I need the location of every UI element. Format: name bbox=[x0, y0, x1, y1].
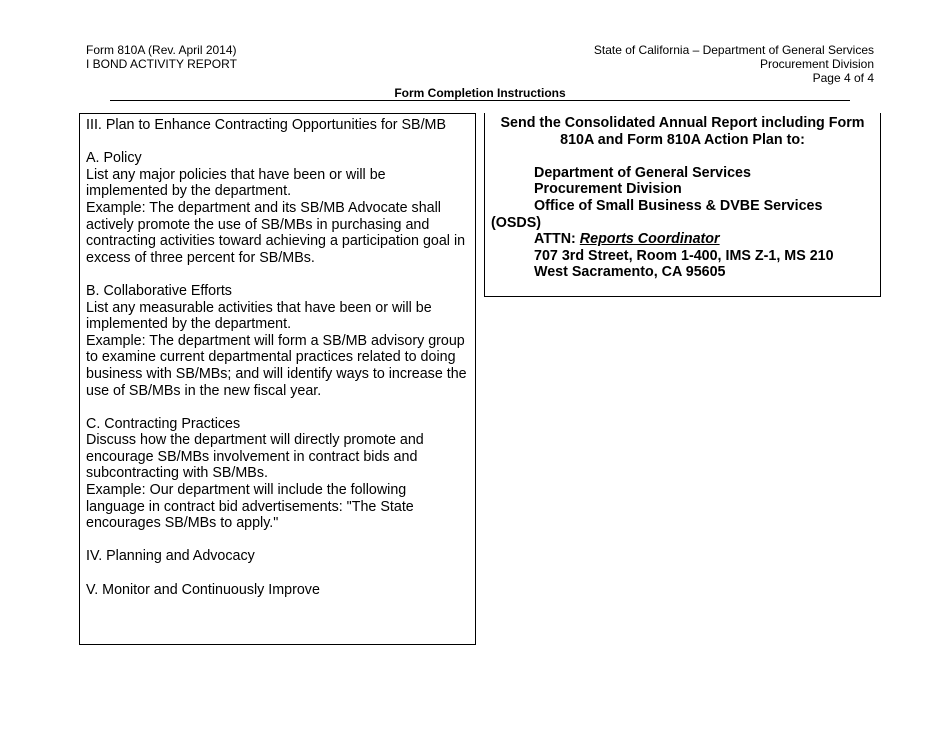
address-city: West Sacramento, CA 95605 bbox=[534, 264, 726, 281]
form-header-right bbox=[594, 43, 874, 85]
send-instruction: Send the Consolidated Annual Report including Form bbox=[500, 115, 865, 131]
form-header-left bbox=[86, 43, 237, 71]
policy-heading: A. Policy bbox=[86, 150, 142, 167]
contracting-heading: C. Contracting Practices bbox=[86, 415, 241, 432]
address-division: Procurement Division bbox=[534, 181, 682, 198]
attn-name: Reports Coordinator bbox=[579, 231, 720, 248]
mailing-address-box bbox=[484, 113, 881, 297]
contracting-text: encourage SB/MBs involvement in contract bids and bbox=[86, 448, 418, 465]
collaborative-example: business with SB/MBs; and will identify ways to increase the bbox=[86, 365, 467, 382]
policy-example: actively promote the use of SB/MBs in purchasing and bbox=[86, 216, 430, 233]
collaborative-text: List any measurable activities that have been or will be bbox=[86, 299, 432, 316]
collaborative-example: use of SB/MBs in the new fiscal year. bbox=[86, 382, 322, 399]
page-number: Page 4 of 4 bbox=[812, 71, 874, 85]
section-iii-heading: III. Plan to Enhance Contracting Opportunities for SB/MB bbox=[86, 117, 446, 133]
form-number: Form 810A (Rev. April 2014) bbox=[86, 43, 237, 57]
section-iv-heading: IV. Planning and Advocacy bbox=[86, 548, 255, 565]
policy-text: List any major policies that have been or will be bbox=[86, 166, 386, 183]
contracting-example: encourages SB/MBs to apply." bbox=[86, 515, 279, 532]
address-office: Office of Small Business & DVBE Services bbox=[534, 197, 823, 214]
policy-example: excess of three percent for SB/MBs. bbox=[86, 249, 315, 266]
contracting-text: subcontracting with SB/MBs. bbox=[86, 465, 268, 482]
address-office-abbrev: (OSDS) bbox=[491, 214, 542, 231]
form-name: I BOND ACTIVITY REPORT bbox=[86, 57, 237, 71]
agency-name: State of California – Department of General Services bbox=[593, 43, 874, 57]
title-underline bbox=[110, 100, 850, 101]
division-name: Procurement Division bbox=[759, 57, 874, 71]
address-street: 707 3rd Street, Room 1-400, IMS Z-1, MS 210 bbox=[534, 247, 834, 264]
policy-text: implemented by the department. bbox=[86, 183, 292, 200]
section-v-heading: V. Monitor and Continuously Improve bbox=[86, 581, 320, 598]
address-attention bbox=[491, 231, 874, 248]
address-department: Department of General Services bbox=[534, 164, 751, 181]
page-title: Form Completion Instructions bbox=[394, 86, 566, 100]
instructions-box bbox=[79, 113, 476, 645]
policy-example: Example: The department and its SB/MB Advocate shall bbox=[86, 199, 441, 216]
collaborative-example: Example: The department will form a SB/MB advisory group bbox=[86, 332, 465, 349]
collaborative-heading: B. Collaborative Efforts bbox=[86, 282, 232, 299]
collaborative-example: to examine current departmental practices related to doing bbox=[86, 349, 456, 366]
contracting-example: Example: Our department will include the following bbox=[86, 482, 407, 499]
collaborative-text: implemented by the department. bbox=[86, 316, 292, 333]
policy-example: contracting activities toward achieving a participation goal in bbox=[86, 233, 466, 250]
contracting-text: Discuss how the department will directly promote and bbox=[86, 432, 424, 449]
send-instruction: 810A and Form 810A Action Plan to: bbox=[560, 131, 805, 148]
attn-label: ATTN: bbox=[534, 231, 580, 248]
contracting-example: language in contract bid advertisements: "The State bbox=[86, 498, 414, 515]
